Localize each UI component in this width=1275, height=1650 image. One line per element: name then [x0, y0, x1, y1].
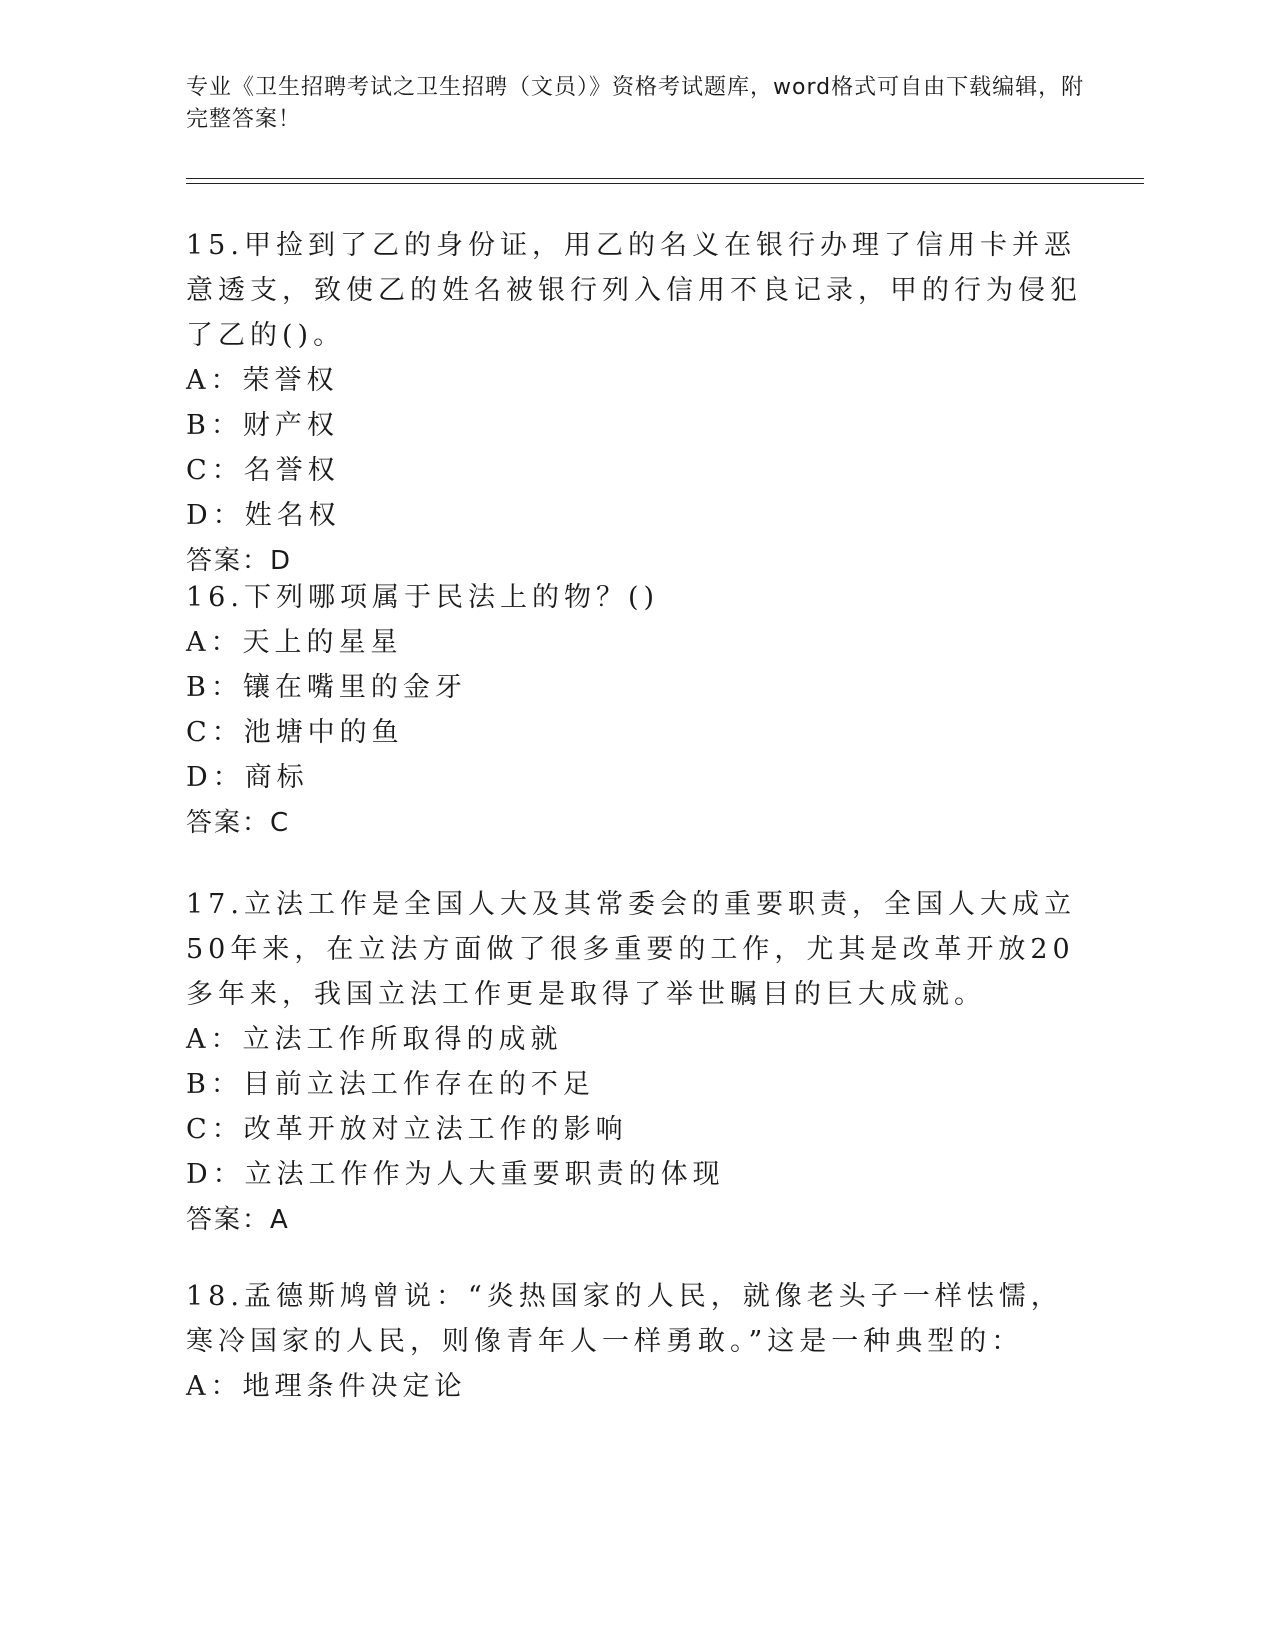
option-c: C：池塘中的鱼: [186, 717, 404, 748]
answer: 答案：D: [186, 546, 293, 576]
document-header: 专业《卫生招聘考试之卫生招聘（文员）》资格考试题库，word格式可自由下载编辑，附完整答案！: [186, 75, 1085, 132]
option-b: B：财产权: [186, 410, 339, 441]
option-a: A：荣誉权: [186, 365, 339, 396]
option-d: D：姓名权: [186, 500, 341, 531]
option-c: C：改革开放对立法工作的影响: [186, 1114, 628, 1145]
question-stem: 15.甲捡到了乙的身份证，用乙的名义在银行办理了信用卡并恶意透支，致使乙的姓名被银行列入信用不良记录，甲的行为侵犯了乙的()。: [186, 230, 1082, 351]
option-a: A：立法工作所取得的成就: [186, 1024, 563, 1055]
option-b: B：目前立法工作存在的不足: [186, 1069, 595, 1100]
answer: 答案：A: [186, 1205, 290, 1235]
question-16: [186, 575, 1086, 846]
question-stem: 18.孟德斯鸠曾说：“炎热国家的人民，就像老头子一样怯懦，寒冷国家的人民，则像青年人一样勇敢。”这是一种典型的：: [186, 1281, 1063, 1357]
option-a: A：地理条件决定论: [186, 1371, 467, 1402]
header-divider-bottom: [186, 183, 1144, 184]
option-d: D：商标: [186, 762, 309, 793]
question-stem: 16.下列哪项属于民法上的物？(): [186, 582, 660, 613]
question-18: [186, 1274, 1086, 1409]
option-b: B：镶在嘴里的金牙: [186, 672, 467, 703]
option-c: C：名誉权: [186, 455, 340, 486]
option-a: A：天上的星星: [186, 627, 403, 658]
question-17: [186, 882, 1086, 1243]
option-d: D：立法工作作为人大重要职责的体现: [186, 1159, 725, 1190]
header-divider-top: [186, 178, 1144, 179]
question-15: [186, 223, 1086, 584]
question-stem: 17.立法工作是全国人大及其常委会的重要职责，全国人大成立50年来，在立法方面做了很多重要的工作，尤其是改革开放20多年来，我国立法工作更是取得了举世瞩目的巨大成就。: [186, 889, 1076, 1010]
answer: 答案：C: [186, 808, 291, 838]
